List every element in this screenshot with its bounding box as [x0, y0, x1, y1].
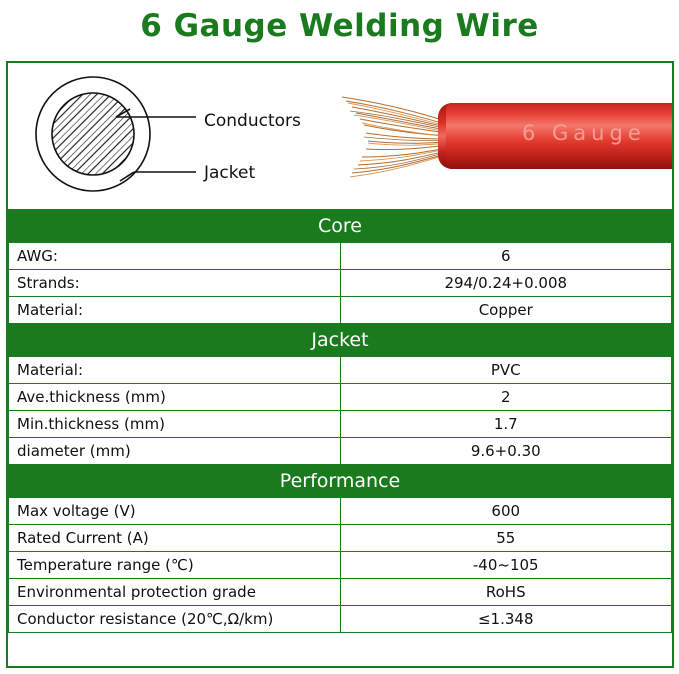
row-label: Material: — [9, 357, 341, 384]
wire-photo — [326, 85, 672, 189]
row-label: Conductor resistance (20℃,Ω/km) — [9, 606, 341, 633]
jacket-label: Jacket — [204, 163, 256, 183]
table-row — [9, 579, 672, 606]
table-row — [9, 498, 672, 525]
conductors-label: Conductors — [204, 111, 301, 131]
table-row — [9, 552, 672, 579]
table-row — [9, 606, 672, 633]
table-row — [9, 270, 672, 297]
row-label: AWG: — [9, 243, 341, 270]
row-value: 1.7 — [340, 411, 672, 438]
row-value: Copper — [340, 297, 672, 324]
table-row — [9, 438, 672, 465]
page-title: 6 Gauge Welding Wire — [140, 8, 539, 44]
row-value: 2 — [340, 384, 672, 411]
table-row — [9, 297, 672, 324]
table-row — [9, 525, 672, 552]
table-row — [9, 384, 672, 411]
row-label: Strands: — [9, 270, 341, 297]
row-label: Rated Current (A) — [9, 525, 341, 552]
wire-illustration — [8, 63, 672, 209]
row-label: Ave.thickness (mm) — [9, 384, 341, 411]
section-header-core — [9, 210, 672, 243]
row-label: Environmental protection grade — [9, 579, 341, 606]
row-label: Material: — [9, 297, 341, 324]
section-title: Jacket — [9, 324, 672, 357]
row-label: diameter (mm) — [9, 438, 341, 465]
row-value: 600 — [340, 498, 672, 525]
wire-print-text: 6 Gauge — [522, 121, 646, 145]
section-header-jacket — [9, 324, 672, 357]
row-label: Max voltage (V) — [9, 498, 341, 525]
row-value: 6 — [340, 243, 672, 270]
row-value: PVC — [340, 357, 672, 384]
row-value: ≤1.348 — [340, 606, 672, 633]
row-label: Temperature range (℃) — [9, 552, 341, 579]
section-header-performance — [9, 465, 672, 498]
table-row — [9, 357, 672, 384]
row-value: RoHS — [340, 579, 672, 606]
section-title: Performance — [9, 465, 672, 498]
row-value: 9.6+0.30 — [340, 438, 672, 465]
spec-card — [6, 61, 674, 668]
table-row — [9, 243, 672, 270]
cross-section-diagram — [8, 63, 348, 209]
table-row — [9, 411, 672, 438]
spec-table — [8, 209, 672, 633]
row-label: Min.thickness (mm) — [9, 411, 341, 438]
row-value: 55 — [340, 525, 672, 552]
row-value: 294/0.24+0.008 — [340, 270, 672, 297]
section-title: Core — [9, 210, 672, 243]
row-value: -40~105 — [340, 552, 672, 579]
